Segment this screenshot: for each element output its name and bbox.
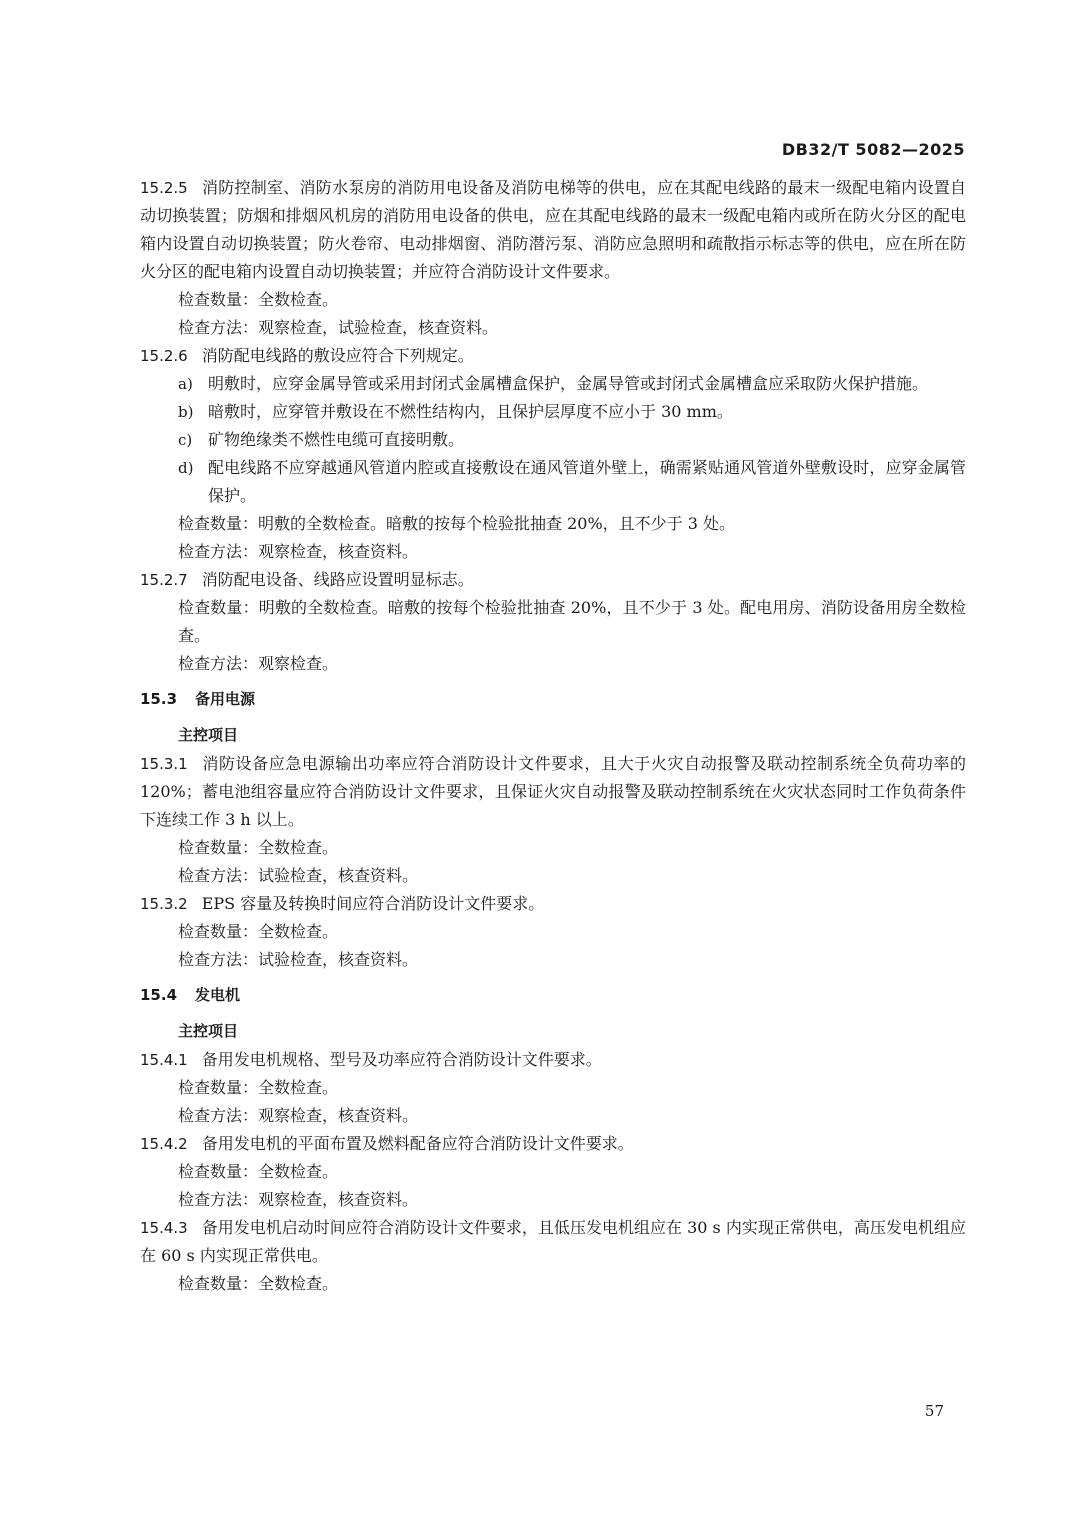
inspection-quantity: 检查数量：全数检查。 — [178, 838, 339, 857]
inspection-method: 检查方法：观察检查，核查资料。 — [178, 1106, 419, 1125]
clause-text: EPS 容量及转换时间应符合消防设计文件要求。 — [201, 894, 545, 913]
list-text: 配电线路不应穿越通风管道内腔或直接敷设在通风管道外壁上，确需紧贴通风管道外壁敷设时，应穿金属管保护。 — [208, 458, 966, 505]
clause-15-3-1 — [140, 750, 966, 834]
clause-15-2-7 — [140, 566, 966, 594]
list-item-b — [140, 398, 966, 426]
clause-15-4-3 — [140, 1214, 966, 1270]
list-label: d) — [178, 459, 194, 477]
list-label: a) — [178, 375, 193, 393]
clause-15-4-2 — [140, 1130, 966, 1158]
section-number: 15.3 — [140, 690, 178, 708]
subsection-label: 主控项目 — [178, 1022, 239, 1040]
section-title: 备用电源 — [195, 690, 256, 708]
inspection-method: 检查方法：观察检查，核查资料。 — [178, 1190, 419, 1209]
inspection-quantity: 检查数量：全数检查。 — [178, 1162, 339, 1181]
clause-number: 15.4.3 — [140, 1219, 188, 1237]
clause-text: 备用发电机的平面布置及燃料配备应符合消防设计文件要求。 — [201, 1134, 634, 1153]
inspection-quantity: 检查数量：全数检查。 — [178, 290, 339, 309]
clause-number: 15.4.2 — [140, 1135, 188, 1153]
inspection-quantity: 检查数量：全数检查。 — [178, 922, 339, 941]
standard-code-header: DB32/T 5082—2025 — [781, 140, 965, 159]
clause-15-3-2 — [140, 890, 966, 918]
clause-15-2-6 — [140, 342, 966, 370]
clause-text: 消防控制室、消防水泵房的消防用电设备及消防电梯等的供电，应在其配电线路的最末一级配电箱内设置自动切换装置；防烟和排烟风机房的消防用电设备的供电，应在其配电线路的最末一级配电箱内或所在防火分区的配电箱内设置自动切换装置；防火卷帘、电动排烟窗、消防潜污泵、消防应急照明和疏散指示标志等的供电，应在所在防火分区的配电箱内设置自动切换装置；并应符合消防设计文件要求。 — [140, 178, 966, 281]
clause-number: 15.4.1 — [140, 1051, 188, 1069]
inspection-quantity: 检查数量：全数检查。 — [178, 1078, 339, 1097]
list-item-a — [140, 370, 966, 398]
clause-15-2-5 — [140, 174, 966, 286]
clause-number: 15.3.1 — [140, 755, 188, 773]
clause-number: 15.2.6 — [140, 347, 188, 365]
inspection-method: 检查方法：观察检查，试验检查，核查资料。 — [178, 318, 499, 337]
list-item-c — [140, 426, 966, 454]
clause-text: 消防设备应急电源输出功率应符合消防设计文件要求，且大于火灾自动报警及联动控制系统全负荷功率的 120%；蓄电池组容量应符合消防设计文件要求，且保证火灾自动报警及联动控制系统在火灾状态同时工作负荷条件下连续工作 3 h 以上。 — [140, 754, 966, 829]
inspection-quantity: 检查数量：明敷的全数检查。暗敷的按每个检验批抽查 20%，且不少于 3 处。配电用房、消防设备用房全数检查。 — [178, 598, 966, 645]
clause-text: 备用发电机启动时间应符合消防设计文件要求，且低压发电机组应在 30 s 内实现正常供电，高压发电机组应在 60 s 内实现正常供电。 — [140, 1218, 966, 1265]
page-number: 57 — [924, 1402, 944, 1420]
clause-text: 消防配电线路的敷设应符合下列规定。 — [201, 346, 474, 365]
clause-number: 15.2.5 — [140, 179, 188, 197]
list-item-d — [140, 454, 966, 510]
inspection-method: 检查方法：试验检查，核查资料。 — [178, 866, 419, 885]
section-number: 15.4 — [140, 986, 178, 1004]
inspection-method: 检查方法：试验检查，核查资料。 — [178, 950, 419, 969]
section-heading-15-4 — [140, 980, 966, 1010]
section-heading-15-3 — [140, 684, 966, 714]
inspection-method: 检查方法：观察检查，核查资料。 — [178, 542, 419, 561]
clause-number: 15.2.7 — [140, 571, 188, 589]
clause-number: 15.3.2 — [140, 895, 188, 913]
list-text: 暗敷时，应穿管并敷设在不燃性结构内，且保护层厚度不应小于 30 mm。 — [208, 402, 733, 421]
inspection-quantity: 检查数量：明敷的全数检查。暗敷的按每个检验批抽查 20%，且不少于 3 处。 — [178, 514, 736, 533]
inspection-method: 检查方法：观察检查。 — [178, 654, 339, 673]
subsection-label: 主控项目 — [178, 726, 239, 744]
inspection-quantity: 检查数量：全数检查。 — [178, 1274, 339, 1293]
clause-text: 消防配电设备、线路应设置明显标志。 — [201, 570, 474, 589]
page-content — [140, 174, 966, 1298]
list-text: 矿物绝缘类不燃性电缆可直接明敷。 — [208, 430, 465, 449]
clause-15-4-1 — [140, 1046, 966, 1074]
list-label: c) — [178, 431, 193, 449]
section-title: 发电机 — [195, 986, 241, 1004]
clause-text: 备用发电机规格、型号及功率应符合消防设计文件要求。 — [201, 1050, 602, 1069]
list-label: b) — [178, 403, 194, 421]
list-text: 明敷时，应穿金属导管或采用封闭式金属槽盒保护，金属导管或封闭式金属槽盒应采取防火保护措施。 — [208, 374, 929, 393]
